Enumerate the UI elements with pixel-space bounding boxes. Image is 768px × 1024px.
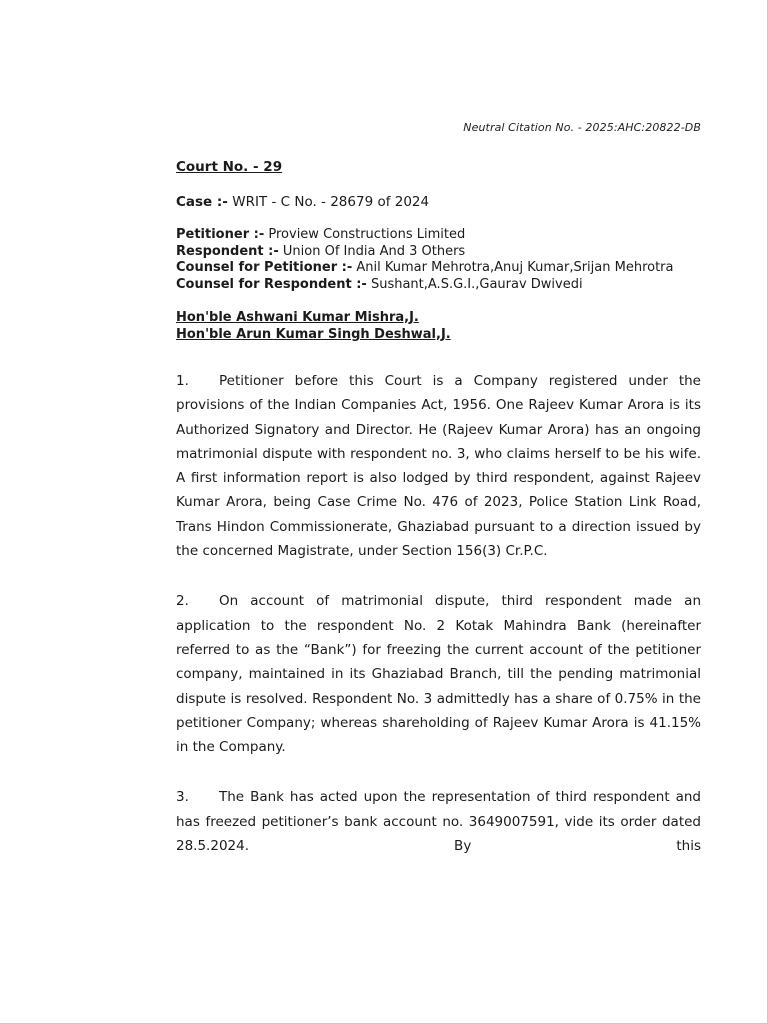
paragraph-number: 1. — [176, 373, 189, 389]
judge-line — [176, 327, 701, 344]
paragraph — [176, 589, 701, 759]
paragraph-text: Petitioner before this Court is a Company registered under the provisions of the Indian Companies Act, 1956. One Rajeev Kumar Arora is its Authorized Signatory and Director. He (Rajeev Kumar Arora) has an ongoing matrimonial dispute with respondent no. 3, who claims herself to be his wife. A first information report is also lodged by third respondent, against Rajeev Kumar Arora, being Case Crime No. 476 of 2023, Police Station Link Road, Trans Hindon Commissionerate, Ghaziabad pursuant to a direction issued by the concerned Magistrate, under Section 156(3) Cr.P.C. — [176, 373, 701, 560]
court-number — [176, 159, 701, 175]
paragraph-text: On account of matrimonial dispute, third respondent made an application to the respondent No. 2 Kotak Mahindra Bank (hereinafter referred to as the “Bank”) for freezing the current account of the petitioner company, maintained in its Ghaziabad Branch, till the pending matrimonial dispute is resolved. Respondent No. 3 admittedly has a share of 0.75% in the petitioner Company; whereas shareholding of Rajeev Kumar Arora is 41.15% in the Company. — [176, 593, 701, 756]
paragraph — [176, 785, 701, 858]
case-value: WRIT - C No. - 28679 of 2024 — [232, 194, 430, 210]
counsel-respondent-label: Counsel for Respondent :- — [176, 276, 367, 292]
paragraph — [176, 369, 701, 563]
party-line-counsel-respondent — [176, 277, 701, 294]
counsel-respondent-value: Sushant,A.S.G.I.,Gaurav Dwivedi — [370, 276, 583, 292]
neutral-citation: Neutral Citation No. - 2025:AHC:20822-DB — [463, 121, 701, 134]
respondent-value: Union Of India And 3 Others — [282, 243, 466, 259]
court-number-text: Court No. - 29 — [176, 159, 283, 175]
petitioner-label: Petitioner :- — [176, 227, 265, 242]
order-body — [176, 369, 701, 858]
paragraph-number: 3. — [176, 789, 189, 806]
parties-block — [176, 227, 701, 293]
case-line — [176, 194, 701, 210]
judge-name-1: Hon'ble Ashwani Kumar Mishra,J. — [176, 310, 419, 325]
case-label: Case :- — [176, 194, 228, 210]
party-line-counsel-petitioner — [176, 260, 701, 277]
party-line-petitioner — [176, 227, 701, 244]
counsel-petitioner-value: Anil Kumar Mehrotra,Anuj Kumar,Srijan Mehrotra — [356, 260, 674, 275]
party-line-respondent — [176, 244, 701, 261]
judges-block — [176, 310, 701, 343]
paragraph-text: The Bank has acted upon the representation of third respondent and has freezed petitioner’s bank account no. 3649007591, vide its order dated 28.5.2024. By this — [176, 789, 701, 855]
petitioner-value: Proview Constructions Limited — [268, 227, 466, 242]
judge-name-2: Hon'ble Arun Kumar Singh Deshwal,J. — [176, 326, 451, 342]
counsel-petitioner-label: Counsel for Petitioner :- — [176, 260, 353, 275]
judge-line — [176, 310, 701, 327]
respondent-label: Respondent :- — [176, 243, 279, 259]
paragraph-number: 2. — [176, 593, 189, 610]
